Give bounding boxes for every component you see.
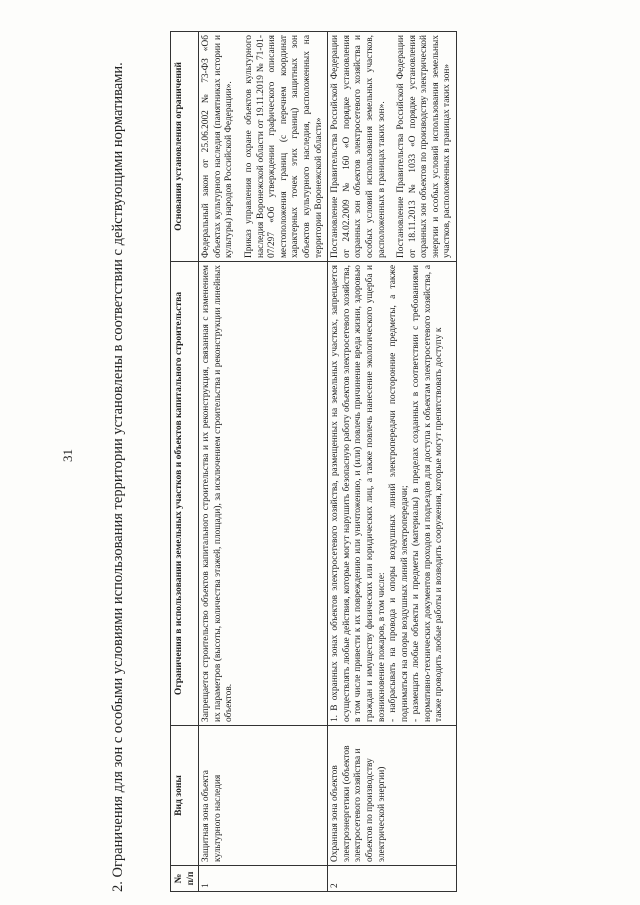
row-2-restriction-para-2: - набрасывать на провода и опоры воздушных линий электропередачи посторонние предметы, а также подниматься на опоры воздушных линий электропередачи;: [388, 265, 410, 722]
row-2-restrictions: [328, 262, 457, 726]
header-restrictions: Ограничения в использовании земельных участков и объектов капитального строительства: [171, 262, 199, 726]
row-1-restriction-text: Запрещается строительство объектов капитального строительства и их реконструкция, связанная с изменением их параметров (высоты, количества этажей, площади), за исключением строительства и реконструкции линейных объектов.: [201, 265, 235, 722]
row-2-num: 2: [328, 866, 457, 892]
section-heading: 2. Ограничения для зон с особыми условиями использования территории установлены в соответствии с действующими нормативами.: [110, 62, 126, 892]
row-1-basis-order: Приказ управления по охране объектов культурного наследия Воронежской области от 19.11.2019 № 71-01-07/297 «Об утверждении графического описания местоположения границ (с перечнем координат характерных точек этих границ) защитных зон объектов культурного наследия, расположенных на территории Воронежской области»: [243, 35, 324, 258]
row-2-basis: [328, 32, 457, 262]
row-1-basis: [199, 32, 328, 262]
rotated-page-content: [60, 12, 620, 892]
row-1-zone-type: Защитная зона объекта культурного наследия: [199, 726, 328, 866]
header-num: № п/п: [171, 866, 199, 892]
row-2-restriction-para-3: - размещать любые объекты и предметы (материалы) в пределах созданных в соответствии с требованиями нормативно-технических документов проходов и подъездов для доступа к объектам электросетевого хозяйства, а также проводить любые работы и возводить сооружения, которые могут препятствовать доступу к: [411, 265, 445, 722]
row-2-restriction-para-1: 1. В охранных зонах объектов электросетевого хозяйства, размещенных на земельных участках, запрещается осуществлять любые действия, которые могут нарушить безопасную работу объектов электросетевого хозяйства, в том числе привести к их повреждению или уничтожению, и (или) повлечь причинение вреда жизни, здоровью граждан и имуществу физических или юридических лиц, а также повлечь нанесение экологического ущерба и возникновение пожаров, в том числе:: [330, 265, 387, 722]
table-header-row: [171, 32, 199, 892]
row-1-basis-law: Федеральный закон от 25.06.2002 № 73-ФЗ «Об объектах культурного наследия (памятниках истории и культуры) народов Российской Федерации».: [201, 35, 235, 258]
table-row: [328, 32, 457, 892]
row-1-num: 1: [199, 866, 328, 892]
table-row: [199, 32, 328, 892]
restrictions-table: [170, 31, 457, 892]
header-zone-type: Вид зоны: [171, 726, 199, 866]
row-2-basis-resolution-1033: Постановление Правительства Российской Федерации от 18.11.2013 № 1033 «О порядке установления охранных зон объектов по производству электрической энергии и особых условий использования земельных участков, расположенных в границах таких зон»: [396, 35, 453, 258]
row-1-restrictions: [199, 262, 328, 726]
page-number: 31: [60, 449, 75, 462]
row-2-zone-type: Охранная зона объектов электроэнергетики (объектов электросетевого хозяйства и объектов по производству электрической энергии): [328, 726, 457, 866]
header-basis: Основания установления ограничений: [171, 32, 199, 262]
row-2-basis-resolution-160: Постановление Правительства Российской Федерации от 24.02.2009 № 160 «О порядке установления охранных зон объектов электросетевого хозяйства и особых условий использования земельных участков, расположенных в границах таких зон».: [330, 35, 387, 258]
